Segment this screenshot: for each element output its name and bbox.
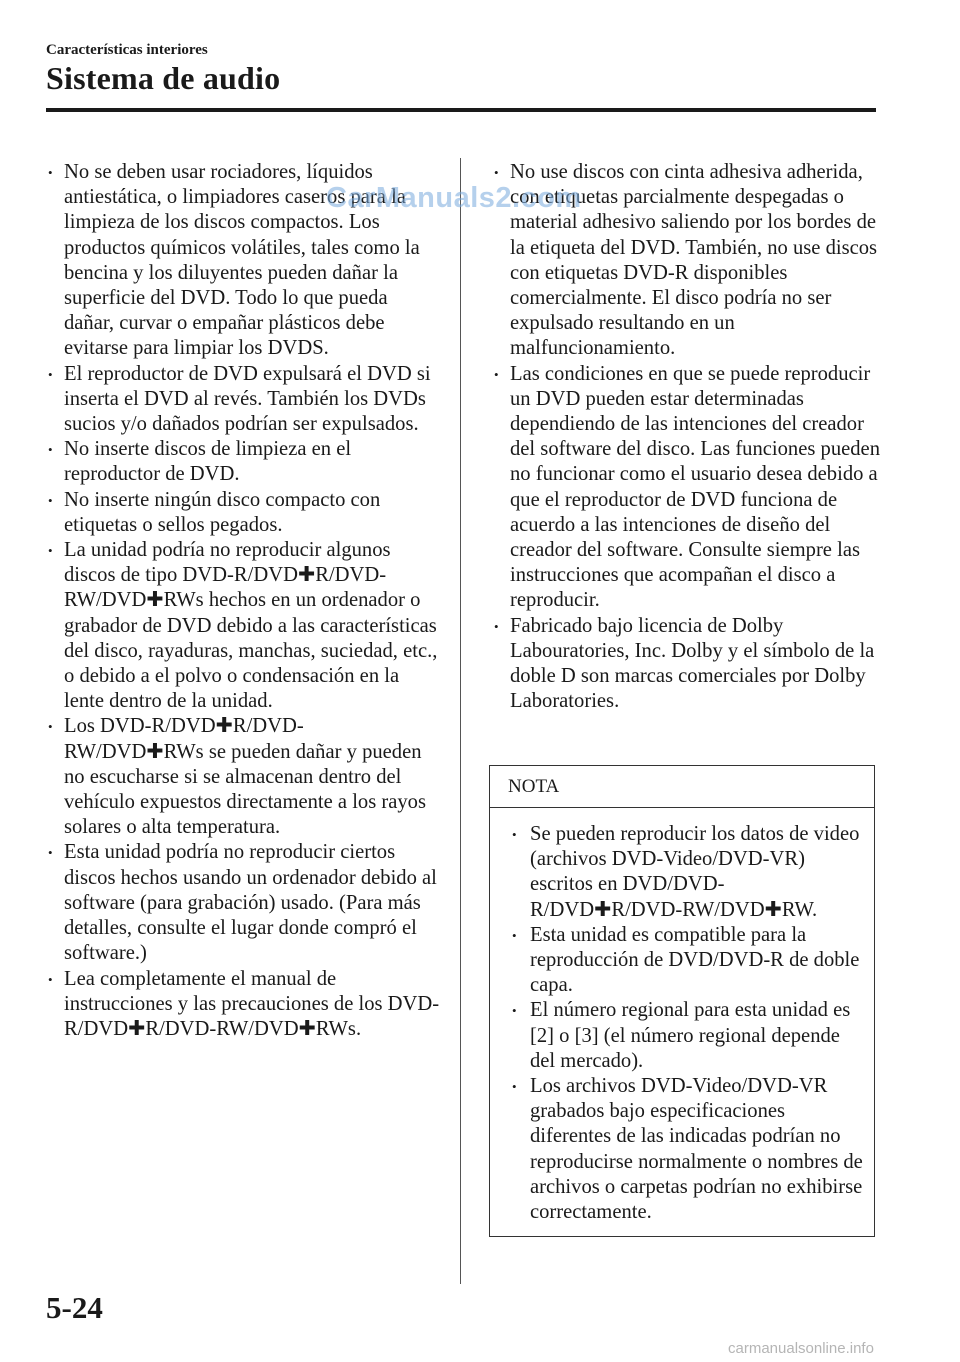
right-column bbox=[492, 160, 882, 714]
list-item: • No inserte discos de limpieza en el reproductor de DVD. bbox=[46, 437, 441, 487]
section-label: Características interiores bbox=[46, 42, 208, 58]
list-item: • El reproductor de DVD expulsará el DVD si inserta el DVD al revés. También los DVDs sucios y/o dañados podrían ser expulsados. bbox=[46, 362, 441, 438]
list-item: • No use discos con cinta adhesiva adherida, con etiquetas parcialmente despegadas o material adhesivo saliendo por los bordes de la etiqueta del DVD. También, no use discos con etiquetas DVD-R disponibles comercialmente. El disco podría no ser expulsado resultando en un malfuncionamiento. bbox=[492, 160, 882, 362]
column-divider bbox=[460, 158, 461, 1284]
note-item: • Los archivos DVD-Video/DVD-VR grabados bajo especificaciones diferentes de las indicadas podrían no reproducirse normalmente o nombres de archivos o carpetas podrían no exhibirse correctamente. bbox=[510, 1074, 866, 1225]
page-title: Sistema de audio bbox=[46, 60, 281, 96]
list-item: • La unidad podría no reproducir algunos discos de tipo DVD-R/DVD✚R/DVD-RW/DVD✚RWs hechos en un ordenador o grabador de DVD debido a las características del disco, rayaduras, manchas, suciedad, etc., o debido a el polvo o condensación en la lente dentro de la unidad. bbox=[46, 538, 441, 714]
left-column bbox=[46, 160, 441, 1042]
footer-site-link[interactable]: carmanualsonline.info bbox=[728, 1340, 874, 1357]
list-item: • No se deben usar rociadores, líquidos antiestática, o limpiadores caseros para la limpieza de los discos compactos. Los productos químicos volátiles, tales como la bencina y los diluyentes pueden dañar la superficie del DVD. Todo lo que pueda dañar, curvar o empañar plásticos debe evitarse para limpiar los DVDS. bbox=[46, 160, 441, 362]
note-item: • Esta unidad es compatible para la reproducción de DVD/DVD-R de doble capa. bbox=[510, 923, 866, 999]
list-item: • Esta unidad podría no reproducir ciertos discos hechos usando un ordenador debido al software (para grabación) usado. (Para más detalles, consulte el lugar donde compró el software.) bbox=[46, 840, 441, 966]
list-item: • Los DVD-R/DVD✚R/DVD-RW/DVD✚RWs se pueden dañar y pueden no escucharse si se almacenan dentro del vehículo expuestos directamente a los rayos solares o alta temperatura. bbox=[46, 714, 441, 840]
page-number: 5-24 bbox=[46, 1290, 103, 1325]
note-item: • El número regional para esta unidad es [2] o [3] (el número regional depende del mercado). bbox=[510, 998, 866, 1074]
list-item: • Las condiciones en que se puede reproducir un DVD pueden estar determinadas dependiendo de las intenciones del creador del software del disco. Las funciones pueden no funcionar como el usuario desea debido a que el reproductor de DVD funciona de acuerdo a las intenciones de diseño del creador del software. Consulte siempre las instrucciones que acompañan el disco a reproducir. bbox=[492, 362, 882, 614]
note-item: • Se pueden reproducir los datos de video (archivos DVD-Video/DVD-VR) escritos en DVD/DVD-R/DVD✚R/DVD-RW/DVD✚RW. bbox=[510, 822, 866, 923]
list-item: • Fabricado bajo licencia de Dolby Labouratories, Inc. Dolby y el símbolo de la doble D son marcas comerciales por Dolby Laboratories. bbox=[492, 614, 882, 715]
note-box bbox=[489, 765, 875, 1237]
list-item: • No inserte ningún disco compacto con etiquetas o sellos pegados. bbox=[46, 488, 441, 538]
note-body bbox=[490, 808, 874, 1225]
watermark-logo: CarManuals2.com bbox=[326, 182, 582, 214]
list-item: • Lea completamente el manual de instrucciones y las precauciones de los DVD-R/DVD✚R/DVD-RW/DVD✚RWs. bbox=[46, 967, 441, 1043]
note-title: NOTA bbox=[490, 766, 874, 808]
header-divider bbox=[46, 108, 876, 112]
